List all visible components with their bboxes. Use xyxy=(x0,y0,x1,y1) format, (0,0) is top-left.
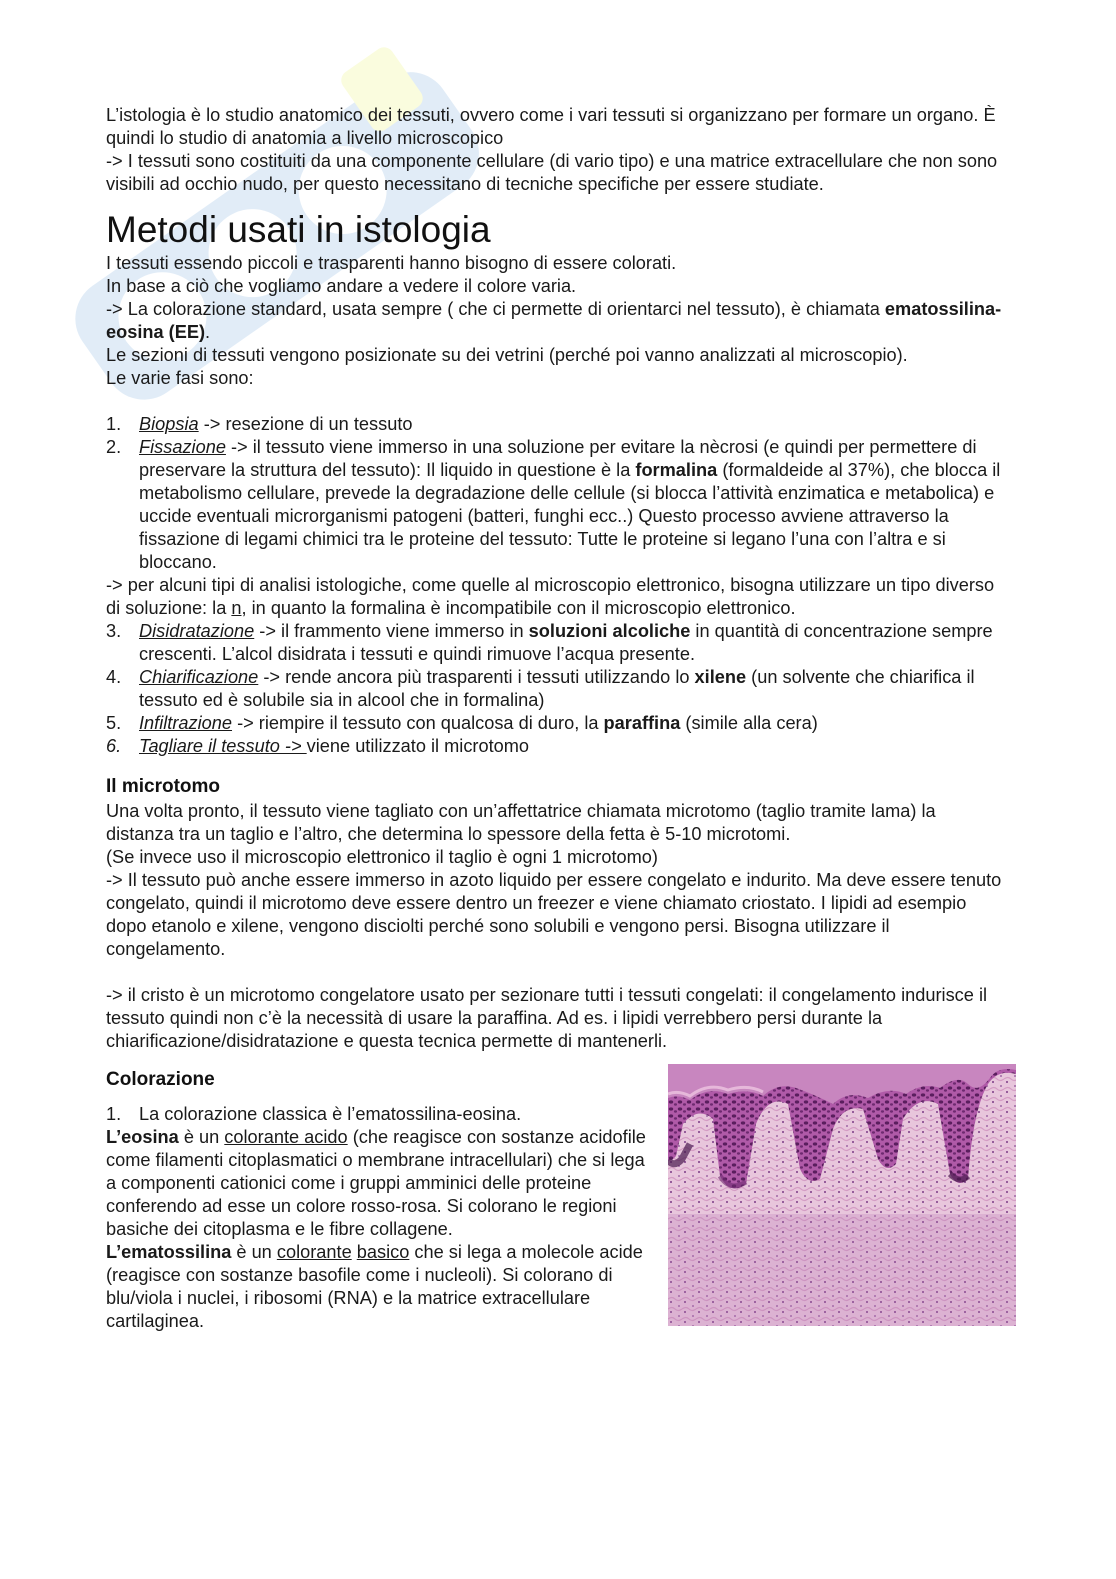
ematossilina-paragraph xyxy=(106,1241,651,1333)
ematossilina-underlined: colorante xyxy=(276,1242,352,1262)
step-bold: formalina xyxy=(635,460,718,480)
list-number: 4. xyxy=(106,667,122,687)
list-item xyxy=(106,436,1006,574)
microtomo-paragraph-1: Una volta pronto, il tessuto viene tagliato con un’affettatrice chiamata microtomo (taglio tramite lama) la distanza tra un taglio e l’altro, che determina lo spessore della fetta è 5-10 microtomi. xyxy=(106,801,936,844)
step-name-chiarificazione: Chiarificazione xyxy=(139,667,259,687)
section-title-metodi: Metodi usati in istologia xyxy=(106,209,491,250)
metodi-line-1: I tessuti essendo piccoli e trasparenti hanno bisogno di essere colorati. xyxy=(106,253,677,273)
ematossilina-text: che si lega a molecole acide (reagisce con sostanze basofile come i nucleoli). Si colorano di blu/viola i nuclei, i ribosomi (RNA) e la matrice extracellulare cartilaginea. xyxy=(106,1242,643,1331)
list-item xyxy=(106,666,1006,712)
step-text: viene utilizzato il microtomo xyxy=(306,736,530,756)
metodi-line-3-end: . xyxy=(205,322,211,342)
metodi-line-3-text: -> La colorazione standard, usata sempre ( che ci permette di orientarci nel tessuto), è chiamata xyxy=(106,299,885,319)
phases-list xyxy=(106,413,1006,574)
list-item xyxy=(106,620,1006,666)
step-text: -> il tessuto viene immerso in una soluzione per evitare la nècrosi (e quindi per permettere di preservare la struttura del tessuto): Il liquido in questione è la xyxy=(139,437,977,480)
section-title-microtomo: Il microtomo xyxy=(106,776,221,797)
metodi-line-2: In base a ciò che vogliamo andare a vedere il colore varia. xyxy=(106,276,577,296)
note-underlined: n xyxy=(231,598,242,618)
microtomo-paragraph-3: -> Il tessuto può anche essere immerso in azoto liquido per essere congelato e indurito. Ma deve essere tenuto congelato, quindi il microtomo deve essere dentro un freezer e viene chiamato criostato. I lipidi ad esempio dopo etanolo e xilene, vengono disciolti perché sono solubili e vengono persi. Bisogna utilizzare il congelamento. xyxy=(106,870,1002,959)
ematossilina-bold: L’ematossilina xyxy=(106,1242,232,1262)
microtomo-paragraph-4: -> il cristo è un microtomo congelatore usato per sezionare tutti i tessuti congelati: il congelamento indurisce il tessuto quindi non c’è la necessità di usare la paraffina. Ad es. i lipidi verrebbero persi durante la chiarificazione/disidratazione e questa tecnica permette di mantenerli. xyxy=(106,985,988,1051)
fissazione-note xyxy=(106,574,1006,620)
list-number: 6. xyxy=(106,736,122,756)
he-stain-micrograph xyxy=(668,1064,1016,1326)
colorazione-item xyxy=(106,1103,651,1126)
colorazione-text xyxy=(106,1103,651,1333)
list-item xyxy=(106,735,1006,758)
step-text: (un solvente che chiarifica il tessuto ed è solubile sia in alcool che in formalina) xyxy=(139,667,975,710)
document-body xyxy=(106,104,1006,1333)
metodi-line-3 xyxy=(106,298,1006,344)
step-name-biopsia: Biopsia xyxy=(139,414,199,434)
list-item xyxy=(106,413,1006,436)
list-number: 3. xyxy=(106,621,122,641)
list-number: 1. xyxy=(106,414,122,434)
list-item xyxy=(106,712,1006,735)
note-text: , in quanto la formalina è incompatibile con il microscopio elettronico. xyxy=(241,598,796,618)
ematossilina-underlined: basico xyxy=(356,1242,410,1262)
eosina-text: è un xyxy=(178,1127,225,1147)
step-text: (formaldeide al 37%), che blocca il metabolismo cellulare, prevede la degradazione delle cellule (si blocca l’attività enzimatica e metabolica) e uccide eventuali microrganismi patogeni (batteri, funghi ecc..) Questo processo avviene attraverso la fissazione di legami chimici tra le proteine del tessuto: Tutte le proteine si legano l’una con l’altra e si bloccano. xyxy=(139,460,1001,572)
list-number: 5. xyxy=(106,713,122,733)
step-text: -> riempire il tessuto con qualcosa di duro, la xyxy=(232,713,604,733)
step-name-infiltrazione: Infiltrazione xyxy=(139,713,233,733)
step-bold: paraffina xyxy=(603,713,681,733)
metodi-ee-bold: ematossilina-eosina (EE) xyxy=(106,299,1002,342)
step-name-disidratazione: Disidratazione xyxy=(139,621,255,641)
step-bold: soluzioni alcoliche xyxy=(528,621,691,641)
colorazione-block xyxy=(106,1103,1006,1333)
step-text: in quantità di concentrazione sempre crescenti. L’alcol disidrata i tessuti e quindi rimuove l’acqua presente. xyxy=(139,621,993,664)
colorazione-item-text: La colorazione classica è l’ematossilina-eosina. xyxy=(139,1104,522,1124)
step-text: (simile alla cera) xyxy=(680,713,818,733)
list-number: 1. xyxy=(106,1104,122,1124)
step-name-fissazione: Fissazione xyxy=(139,437,226,457)
metodi-line-4: Le sezioni di tessuti vengono posizionate su dei vetrini (perché poi vanno analizzati al microscopio). xyxy=(106,345,908,365)
eosina-bold: L’eosina xyxy=(106,1127,179,1147)
ematossilina-text: è un xyxy=(231,1242,277,1262)
note-text: -> per alcuni tipi di analisi istologiche, come quelle al microscopio elettronico, bisogna utilizzare un tipo diverso di soluzione: la xyxy=(106,575,995,618)
metodi-line-5: Le varie fasi sono: xyxy=(106,368,254,388)
microtomo-paragraph-2: (Se invece uso il microscopio elettronico il taglio è ogni 1 microtomo) xyxy=(106,847,658,867)
section-title-colorazione: Colorazione xyxy=(106,1069,215,1090)
step-text: -> resezione di un tessuto xyxy=(198,414,413,434)
eosina-paragraph xyxy=(106,1126,651,1241)
step-bold: xilene xyxy=(694,667,747,687)
intro-paragraph-1: L’istologia è lo studio anatomico dei tessuti, ovvero come i vari tessuti si organizzano per formare un organo. È quindi lo studio di anatomia a livello microscopico xyxy=(106,105,996,148)
step-text: -> il frammento viene immerso in xyxy=(254,621,529,641)
phases-list-continued xyxy=(106,620,1006,758)
step-name-tagliare: Tagliare il tessuto -> xyxy=(139,736,307,756)
intro-paragraph-2: -> I tessuti sono costituiti da una componente cellulare (di vario tipo) e una matrice extracellulare che non sono visibili ad occhio nudo, per questo necessitano di tecniche specifiche per essere studiate. xyxy=(106,151,998,194)
list-number: 2. xyxy=(106,437,122,457)
eosina-underlined: colorante acido xyxy=(224,1127,348,1147)
step-text: -> rende ancora più trasparenti i tessuti utilizzando lo xyxy=(258,667,695,687)
histology-image xyxy=(668,1064,1016,1326)
eosina-text: (che reagisce con sostanze acidofile come filamenti citoplasmatici o membrane intracellulari) che si lega a componenti cationici come i gruppi amminici delle proteine conferendo ad esse un colore rosso-rosa. Si colorano le regioni basiche dei citoplasma e le fibre collagene. xyxy=(106,1127,646,1239)
